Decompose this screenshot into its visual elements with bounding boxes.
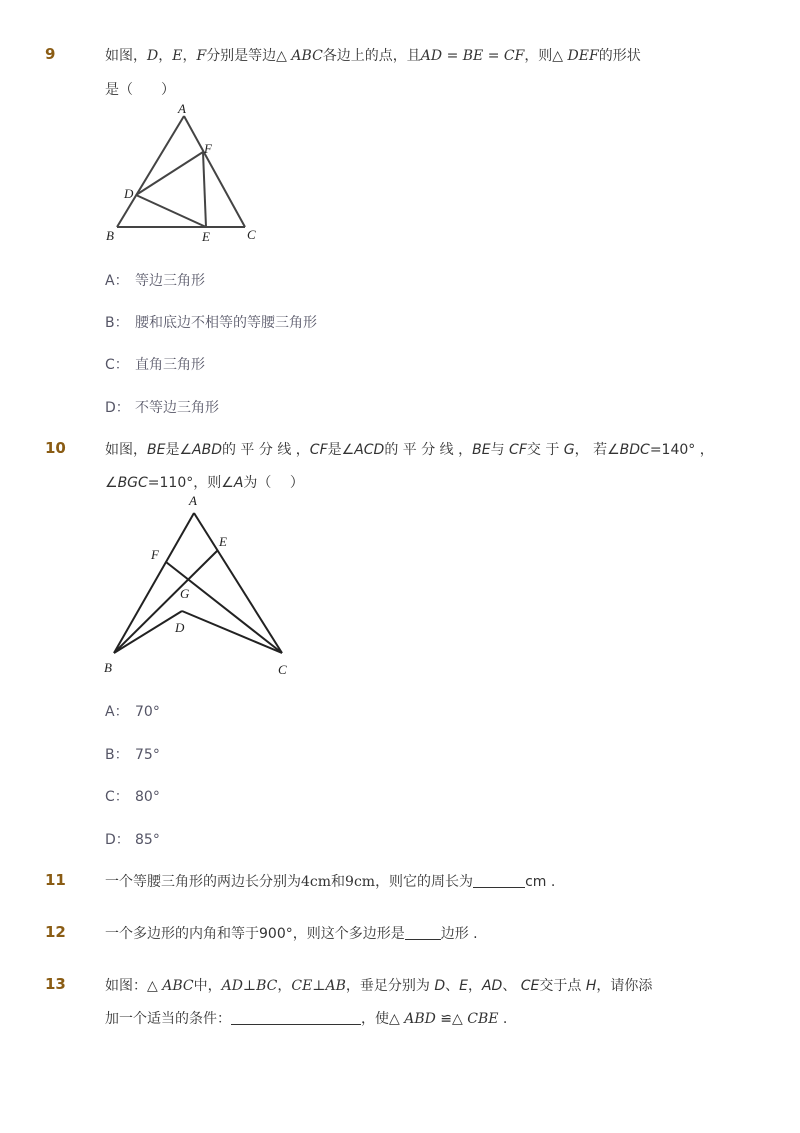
fig9-label-f: F xyxy=(204,141,212,156)
fig9-seg-de xyxy=(136,195,206,227)
fig9-seg-df xyxy=(136,152,203,195)
fig10-seg-be xyxy=(114,550,218,653)
question-11-answer-blank[interactable] xyxy=(473,873,525,888)
fig10-seg-dc xyxy=(182,611,282,653)
question-10-option-a[interactable]: A： 70° xyxy=(105,704,160,720)
fig9-label-a: A xyxy=(178,101,186,116)
fig9-seg-fe xyxy=(203,152,206,227)
fig10-label-c: C xyxy=(278,662,287,677)
question-10-stem-line1: 如图，BE是∠ABD的 平 分 线 ，CF是∠ACD的 平 分 线 ，BE与 CF交 于 G， 若∠BDC=140° ， xyxy=(105,442,714,458)
question-10-figure xyxy=(100,490,300,685)
question-9-option-b[interactable]: B： 腰和底边不相等的等腰三角形 xyxy=(105,315,317,331)
question-9-option-a[interactable]: A： 等边三角形 xyxy=(105,273,205,289)
fig10-label-g: G xyxy=(180,586,190,601)
question-12-stem: 一个多边形的内角和等于900°，则这个多边形是 边形 . xyxy=(105,926,478,942)
question-10-option-b[interactable]: B： 75° xyxy=(105,747,160,763)
fig10-side-ac xyxy=(194,513,282,653)
question-number-11: 11 xyxy=(45,871,66,889)
fig10-label-b: B xyxy=(104,660,112,675)
question-9-option-d[interactable]: D： 不等边三角形 xyxy=(105,400,219,416)
question-11-stem: 一个等腰三角形的两边长分别为4cm和9cm，则它的周长为 cm . xyxy=(105,874,556,890)
fig9-label-b: B xyxy=(106,228,114,243)
question-13-stem-line1: 如图：△ ABC中，AD⊥BC，CE⊥AB，垂足分别为 D、E，AD、 CE交于点 H，请你添 xyxy=(105,978,653,994)
question-number-10: 10 xyxy=(45,439,66,457)
fig10-label-e: E xyxy=(219,534,227,549)
fig9-label-d: D xyxy=(124,186,134,201)
fig10-seg-bd xyxy=(114,611,182,653)
fig10-label-f: F xyxy=(151,547,159,562)
question-10-option-d[interactable]: D： 85° xyxy=(105,832,160,848)
question-9-option-c[interactable]: C： 直角三角形 xyxy=(105,357,205,373)
fig10-seg-cf xyxy=(166,562,282,653)
question-10-option-c[interactable]: C： 80° xyxy=(105,789,160,805)
question-13-stem-line2: 加一个适当的条件： ，使△ ABD ≌△ CBE . xyxy=(105,1011,508,1027)
question-number-12: 12 xyxy=(45,923,66,941)
question-10-stem-line2: ∠BGC=110°，则∠A为（ ） xyxy=(105,475,304,491)
question-12-answer-blank[interactable] xyxy=(405,925,441,940)
fig9-label-c: C xyxy=(247,227,256,242)
question-number-13: 13 xyxy=(45,975,66,993)
question-9-stem-line1: 如图，D，E，F分别是等边△ ABC各边上的点，且AD = BE = CF，则△ DEF的形状 xyxy=(105,48,641,64)
fig10-label-d: D xyxy=(175,620,185,635)
question-9-stem-line2: 是（ ） xyxy=(105,82,175,98)
question-number-9: 9 xyxy=(45,45,56,63)
fig9-side-ac xyxy=(184,116,245,227)
question-13-answer-blank[interactable] xyxy=(231,1010,361,1025)
fig9-label-e: E xyxy=(202,229,210,244)
question-9-figure xyxy=(100,98,270,248)
fig10-label-a: A xyxy=(189,493,197,508)
